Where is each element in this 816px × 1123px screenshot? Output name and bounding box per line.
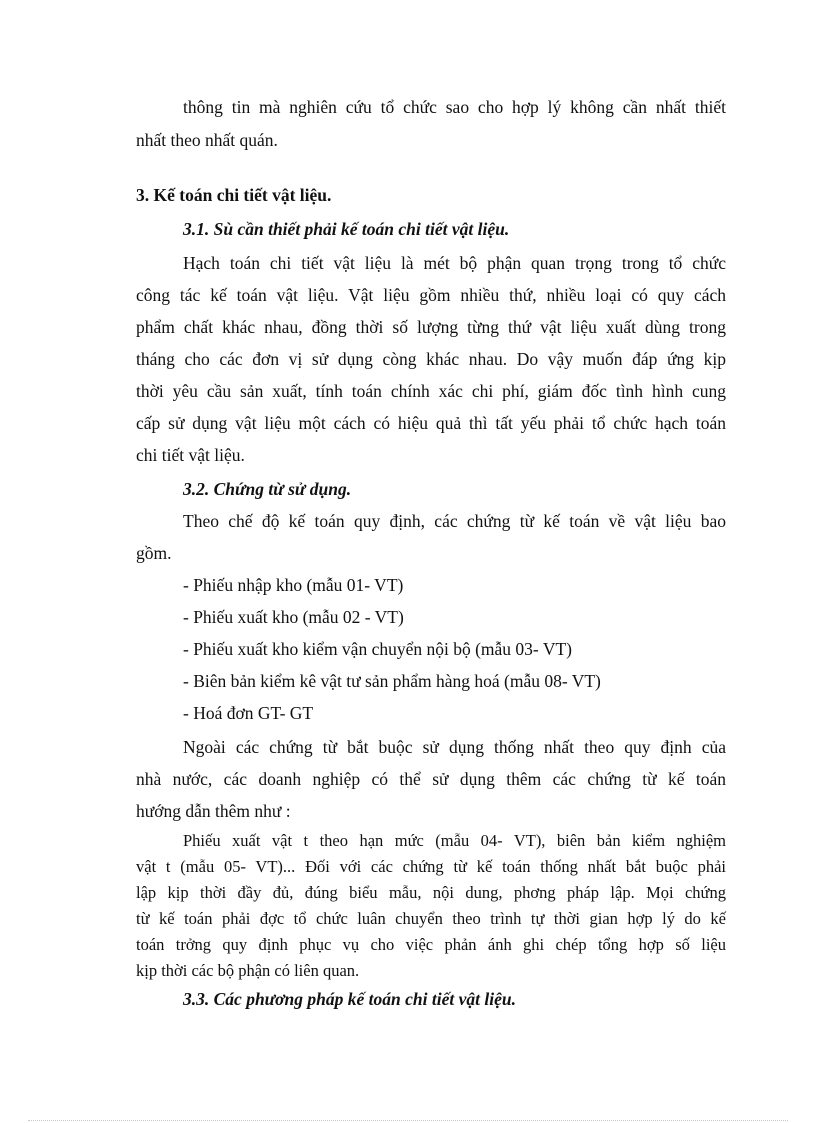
body-line: kịp thời các bộ phận có liên quan.: [136, 961, 360, 980]
body-line: gồm.: [136, 543, 172, 563]
list-item: - Phiếu xuất kho kiểm vận chuyển nội bộ (mẫu 03- VT): [183, 639, 572, 659]
body-line: nhất theo nhất quán.: [136, 130, 278, 150]
body-line: từ kế toán phải đợc tổ chức luân chuyển theo trình tự thời gian hợp lý do kế: [136, 909, 726, 928]
body-line: phẩm chất khác nhau, đồng thời số lượng từng thứ vật liệu xuất dùng trong: [136, 317, 726, 337]
list-item: - Phiếu xuất kho (mẫu 02 - VT): [183, 607, 404, 627]
list-item: - Hoá đơn GT- GT: [183, 703, 314, 723]
body-line: thông tin mà nghiên cứu tổ chức sao cho hợp lý không cần nhất thiết: [183, 97, 726, 117]
body-line: công tác kế toán vật liệu. Vật liệu gồm nhiều thứ, nhiều loại có quy cách: [136, 285, 726, 305]
body-line: nhà nước, các doanh nghiệp có thể sử dụng thêm các chứng từ kế toán: [136, 769, 726, 789]
footer-divider: [28, 1120, 788, 1121]
subsection-heading: 3.1. Sù cần thiết phải kế toán chi tiết vật liệu.: [183, 219, 510, 239]
body-line: vật t (mẫu 05- VT)... Đối với các chứng từ kế toán thống nhất bắt buộc phải: [136, 857, 726, 876]
body-line: thời yêu cầu sản xuất, tính toán chính xác chi phí, giám đốc tình hình cung: [136, 381, 726, 401]
body-line: Hạch toán chi tiết vật liệu là mét bộ phận quan trọng trong tổ chức: [183, 253, 726, 273]
body-line: Ngoài các chứng từ bắt buộc sử dụng thống nhất theo quy định của: [183, 737, 726, 757]
subsection-heading: 3.2. Chứng từ sử dụng.: [183, 479, 352, 499]
body-line: chi tiết vật liệu.: [136, 445, 245, 465]
body-line: cấp sử dụng vật liệu một cách có hiệu quả thì tất yếu phải tổ chức hạch toán: [136, 413, 726, 433]
body-line: lập kịp thời đầy đủ, đúng biểu mẫu, nội dung, phơng pháp lập. Mọi chứng: [136, 883, 726, 902]
subsection-heading: 3.3. Các phương pháp kế toán chi tiết vật liệu.: [183, 989, 516, 1009]
section-heading: 3. Kế toán chi tiết vật liệu.: [136, 185, 332, 205]
list-item: - Biên bản kiểm kê vật tư sản phẩm hàng hoá (mẫu 08- VT): [183, 671, 601, 691]
list-item: - Phiếu nhập kho (mẫu 01- VT): [183, 575, 404, 595]
body-line: Phiếu xuất vật t theo hạn mức (mẫu 04- VT), biên bản kiểm nghiệm: [183, 831, 726, 850]
body-line: hướng dẫn thêm như :: [136, 801, 291, 821]
body-line: toán trởng quy định phục vụ cho việc phản ánh ghi chép tổng hợp số liệu: [136, 935, 726, 954]
body-line: tháng cho các đơn vị sử dụng còng khác nhau. Do vậy muốn đáp ứng kịp: [136, 349, 726, 369]
body-line: Theo chế độ kế toán quy định, các chứng từ kế toán về vật liệu bao: [183, 511, 726, 531]
